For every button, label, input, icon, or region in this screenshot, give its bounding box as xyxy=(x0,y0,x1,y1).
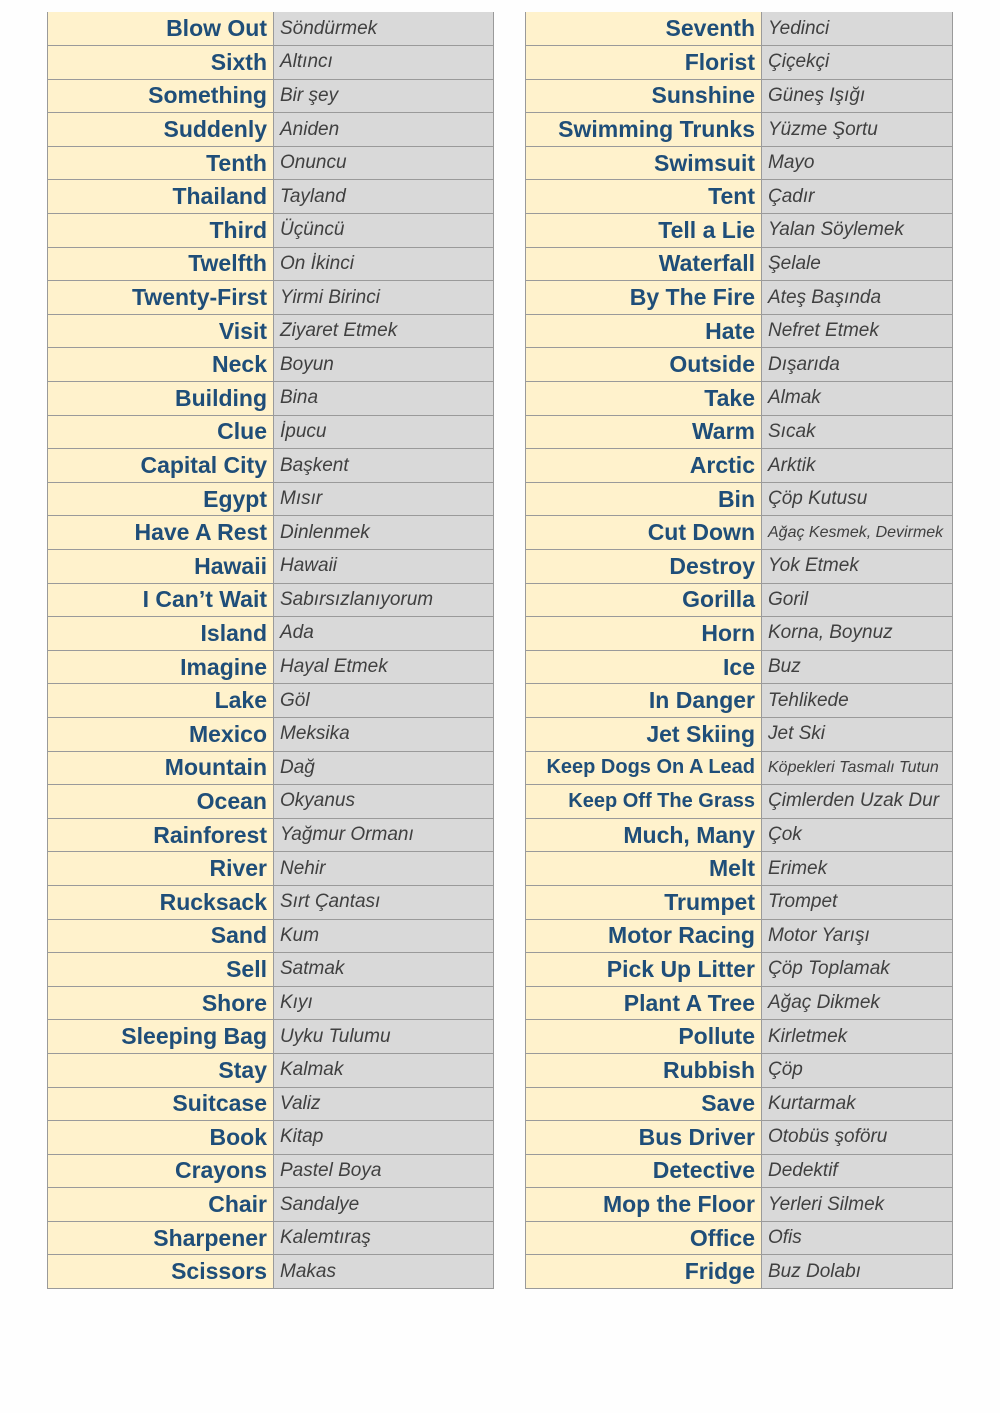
turkish-translation: Ateş Başında xyxy=(762,281,953,315)
turkish-translation: Çiçekçi xyxy=(762,46,953,80)
turkish-translation: Nehir xyxy=(274,852,494,886)
vocabulary-row xyxy=(526,449,953,483)
english-word: Keep Dogs On A Lead xyxy=(526,751,762,785)
vocabulary-row xyxy=(526,953,953,987)
english-word: Neck xyxy=(48,348,274,382)
vocabulary-row xyxy=(48,550,494,584)
english-word: Chair xyxy=(48,1188,274,1222)
english-word: Trumpet xyxy=(526,885,762,919)
vocabulary-row xyxy=(48,482,494,516)
vocabulary-row xyxy=(526,919,953,953)
english-word: Lake xyxy=(48,684,274,718)
english-word: Detective xyxy=(526,1154,762,1188)
english-word: Sell xyxy=(48,953,274,987)
vocabulary-row xyxy=(526,281,953,315)
turkish-translation: Motor Yarışı xyxy=(762,919,953,953)
turkish-translation: Erimek xyxy=(762,852,953,886)
vocabulary-row xyxy=(526,650,953,684)
vocabulary-row xyxy=(48,348,494,382)
vocabulary-row xyxy=(526,348,953,382)
vocabulary-row xyxy=(526,46,953,80)
english-word: Keep Off The Grass xyxy=(526,785,762,819)
english-word: Shore xyxy=(48,986,274,1020)
vocabulary-row xyxy=(48,180,494,214)
english-word: Jet Skiing xyxy=(526,717,762,751)
vocabulary-row xyxy=(48,1255,494,1289)
english-word: Scissors xyxy=(48,1255,274,1289)
turkish-translation: Trompet xyxy=(762,885,953,919)
english-word: Mexico xyxy=(48,717,274,751)
turkish-translation: Dışarıda xyxy=(762,348,953,382)
english-word: Stay xyxy=(48,1053,274,1087)
english-word: Hawaii xyxy=(48,550,274,584)
vocabulary-row xyxy=(526,247,953,281)
turkish-translation: Kum xyxy=(274,919,494,953)
turkish-translation: Dinlenmek xyxy=(274,516,494,550)
turkish-translation: Köpekleri Tasmalı Tutun xyxy=(762,751,953,785)
vocabulary-row xyxy=(526,1188,953,1222)
vocabulary-row xyxy=(48,583,494,617)
turkish-translation: Şelale xyxy=(762,247,953,281)
vocabulary-row xyxy=(526,1221,953,1255)
english-word: Island xyxy=(48,617,274,651)
english-word: In Danger xyxy=(526,684,762,718)
english-word: By The Fire xyxy=(526,281,762,315)
english-word: Arctic xyxy=(526,449,762,483)
english-word: Swimming Trunks xyxy=(526,113,762,147)
vocabulary-row xyxy=(48,1053,494,1087)
turkish-translation: Ağaç Kesmek, Devirmek xyxy=(762,516,953,550)
turkish-translation: Ağaç Dikmek xyxy=(762,986,953,1020)
english-word: Imagine xyxy=(48,650,274,684)
turkish-translation: Ofis xyxy=(762,1221,953,1255)
vocabulary-row xyxy=(526,214,953,248)
english-word: Swimsuit xyxy=(526,146,762,180)
english-word: Melt xyxy=(526,852,762,886)
turkish-translation: Kıyı xyxy=(274,986,494,1020)
english-word: Sleeping Bag xyxy=(48,1020,274,1054)
vocabulary-row xyxy=(48,751,494,785)
turkish-translation: Goril xyxy=(762,583,953,617)
turkish-translation: Meksika xyxy=(274,717,494,751)
turkish-translation: Başkent xyxy=(274,449,494,483)
vocabulary-row xyxy=(48,919,494,953)
turkish-translation: Çöp xyxy=(762,1053,953,1087)
vocabulary-row xyxy=(526,583,953,617)
turkish-translation: Valiz xyxy=(274,1087,494,1121)
turkish-translation: Yirmi Birinci xyxy=(274,281,494,315)
vocabulary-row xyxy=(48,650,494,684)
vocabulary-row xyxy=(48,684,494,718)
vocabulary-row xyxy=(526,1255,953,1289)
vocabulary-row xyxy=(48,885,494,919)
english-word: Pollute xyxy=(526,1020,762,1054)
vocabulary-row xyxy=(526,79,953,113)
turkish-translation: Okyanus xyxy=(274,785,494,819)
vocabulary-table-right-body xyxy=(526,12,953,1289)
turkish-translation: Dağ xyxy=(274,751,494,785)
vocabulary-row xyxy=(48,415,494,449)
vocabulary-row xyxy=(48,314,494,348)
vocabulary-row xyxy=(48,46,494,80)
turkish-translation: Ziyaret Etmek xyxy=(274,314,494,348)
english-word: Blow Out xyxy=(48,12,274,46)
vocabulary-row xyxy=(526,550,953,584)
english-word: Sunshine xyxy=(526,79,762,113)
turkish-translation: Çadır xyxy=(762,180,953,214)
turkish-translation: Sandalye xyxy=(274,1188,494,1222)
turkish-translation: Dedektif xyxy=(762,1154,953,1188)
english-word: Visit xyxy=(48,314,274,348)
turkish-translation: Sırt Çantası xyxy=(274,885,494,919)
english-word: Plant A Tree xyxy=(526,986,762,1020)
vocabulary-row xyxy=(526,717,953,751)
vocabulary-row xyxy=(526,382,953,416)
vocabulary-row xyxy=(48,79,494,113)
vocabulary-row xyxy=(526,113,953,147)
turkish-translation: Yedinci xyxy=(762,12,953,46)
turkish-translation: Buz xyxy=(762,650,953,684)
english-word: Suddenly xyxy=(48,113,274,147)
vocabulary-row xyxy=(48,113,494,147)
vocabulary-row xyxy=(526,1087,953,1121)
vocabulary-row xyxy=(48,247,494,281)
turkish-translation: Nefret Etmek xyxy=(762,314,953,348)
turkish-translation: Göl xyxy=(274,684,494,718)
vocabulary-row xyxy=(526,1020,953,1054)
turkish-translation: Kalmak xyxy=(274,1053,494,1087)
vocabulary-row xyxy=(48,516,494,550)
turkish-translation: Jet Ski xyxy=(762,717,953,751)
english-word: Twenty-First xyxy=(48,281,274,315)
english-word: Take xyxy=(526,382,762,416)
turkish-translation: On İkinci xyxy=(274,247,494,281)
english-word: Tell a Lie xyxy=(526,214,762,248)
turkish-translation: Ada xyxy=(274,617,494,651)
turkish-translation: Kirletmek xyxy=(762,1020,953,1054)
vocabulary-row xyxy=(48,852,494,886)
turkish-translation: Kitap xyxy=(274,1121,494,1155)
turkish-translation: Çok xyxy=(762,818,953,852)
vocabulary-row xyxy=(526,415,953,449)
turkish-translation: Çöp Kutusu xyxy=(762,482,953,516)
english-word: Outside xyxy=(526,348,762,382)
vocabulary-row xyxy=(526,751,953,785)
vocabulary-row xyxy=(526,617,953,651)
english-word: Book xyxy=(48,1121,274,1155)
turkish-translation: Tayland xyxy=(274,180,494,214)
turkish-translation: Kalemtıraş xyxy=(274,1221,494,1255)
vocabulary-row xyxy=(48,146,494,180)
vocabulary-row xyxy=(526,785,953,819)
turkish-translation: Uyku Tulumu xyxy=(274,1020,494,1054)
english-word: Cut Down xyxy=(526,516,762,550)
vocabulary-row xyxy=(526,852,953,886)
english-word: Hate xyxy=(526,314,762,348)
vocabulary-row xyxy=(48,281,494,315)
turkish-translation: Korna, Boynuz xyxy=(762,617,953,651)
vocabulary-row xyxy=(48,1221,494,1255)
vocabulary-row xyxy=(48,382,494,416)
vocabulary-row xyxy=(48,617,494,651)
turkish-translation: Kurtarmak xyxy=(762,1087,953,1121)
english-word: River xyxy=(48,852,274,886)
english-word: Destroy xyxy=(526,550,762,584)
turkish-translation: Hayal Etmek xyxy=(274,650,494,684)
english-word: Mop the Floor xyxy=(526,1188,762,1222)
turkish-translation: Üçüncü xyxy=(274,214,494,248)
english-word: Tent xyxy=(526,180,762,214)
turkish-translation: Mayo xyxy=(762,146,953,180)
vocabulary-row xyxy=(48,1020,494,1054)
vocabulary-row xyxy=(526,482,953,516)
vocabulary-row xyxy=(48,1087,494,1121)
vocabulary-table-left xyxy=(47,12,494,1289)
vocabulary-row xyxy=(526,314,953,348)
turkish-translation: Mısır xyxy=(274,482,494,516)
english-word: Save xyxy=(526,1087,762,1121)
english-word: Have A Rest xyxy=(48,516,274,550)
turkish-translation: Söndürmek xyxy=(274,12,494,46)
turkish-translation: Yüzme Şortu xyxy=(762,113,953,147)
turkish-translation: Altıncı xyxy=(274,46,494,80)
english-word: Twelfth xyxy=(48,247,274,281)
turkish-translation: Bina xyxy=(274,382,494,416)
turkish-translation: Almak xyxy=(762,382,953,416)
turkish-translation: Sıcak xyxy=(762,415,953,449)
turkish-translation: Yok Etmek xyxy=(762,550,953,584)
vocabulary-row xyxy=(48,785,494,819)
turkish-translation: Sabırsızlanıyorum xyxy=(274,583,494,617)
english-word: Sharpener xyxy=(48,1221,274,1255)
vocabulary-table-right xyxy=(525,12,953,1289)
vocabulary-row xyxy=(526,1121,953,1155)
turkish-translation: Boyun xyxy=(274,348,494,382)
english-word: Thailand xyxy=(48,180,274,214)
english-word: Fridge xyxy=(526,1255,762,1289)
english-word: Mountain xyxy=(48,751,274,785)
vocabulary-row xyxy=(526,12,953,46)
turkish-translation: Yalan Söylemek xyxy=(762,214,953,248)
english-word: Suitcase xyxy=(48,1087,274,1121)
turkish-translation: Makas xyxy=(274,1255,494,1289)
vocabulary-row xyxy=(526,1154,953,1188)
english-word: Egypt xyxy=(48,482,274,516)
turkish-translation: İpucu xyxy=(274,415,494,449)
english-word: Clue xyxy=(48,415,274,449)
turkish-translation: Bir şey xyxy=(274,79,494,113)
turkish-translation: Yağmur Ormanı xyxy=(274,818,494,852)
english-word: Third xyxy=(48,214,274,248)
english-word: Sand xyxy=(48,919,274,953)
vocabulary-row xyxy=(48,449,494,483)
vocabulary-row xyxy=(48,986,494,1020)
english-word: Ocean xyxy=(48,785,274,819)
english-word: Building xyxy=(48,382,274,416)
turkish-translation: Tehlikede xyxy=(762,684,953,718)
english-word: Pick Up Litter xyxy=(526,953,762,987)
vocabulary-row xyxy=(526,146,953,180)
english-word: Waterfall xyxy=(526,247,762,281)
turkish-translation: Hawaii xyxy=(274,550,494,584)
english-word: Bin xyxy=(526,482,762,516)
turkish-translation: Onuncu xyxy=(274,146,494,180)
vocabulary-row xyxy=(526,818,953,852)
english-word: Rucksack xyxy=(48,885,274,919)
english-word: Much, Many xyxy=(526,818,762,852)
english-word: Seventh xyxy=(526,12,762,46)
vocabulary-row xyxy=(526,885,953,919)
turkish-translation: Çöp Toplamak xyxy=(762,953,953,987)
english-word: Tenth xyxy=(48,146,274,180)
english-word: Capital City xyxy=(48,449,274,483)
vocabulary-row xyxy=(48,818,494,852)
english-word: Rainforest xyxy=(48,818,274,852)
english-word: Sixth xyxy=(48,46,274,80)
english-word: Gorilla xyxy=(526,583,762,617)
turkish-translation: Güneş Işığı xyxy=(762,79,953,113)
english-word: Office xyxy=(526,1221,762,1255)
english-word: Motor Racing xyxy=(526,919,762,953)
english-word: Crayons xyxy=(48,1154,274,1188)
english-word: Rubbish xyxy=(526,1053,762,1087)
english-word: Warm xyxy=(526,415,762,449)
turkish-translation: Buz Dolabı xyxy=(762,1255,953,1289)
turkish-translation: Satmak xyxy=(274,953,494,987)
english-word: I Can’t Wait xyxy=(48,583,274,617)
vocabulary-row xyxy=(526,684,953,718)
vocabulary-row xyxy=(48,717,494,751)
english-word: Horn xyxy=(526,617,762,651)
turkish-translation: Pastel Boya xyxy=(274,1154,494,1188)
vocabulary-row xyxy=(48,1121,494,1155)
turkish-translation: Yerleri Silmek xyxy=(762,1188,953,1222)
vocabulary-row xyxy=(526,986,953,1020)
vocabulary-table-left-body xyxy=(48,12,494,1289)
vocabulary-row xyxy=(526,180,953,214)
vocabulary-row xyxy=(48,953,494,987)
english-word: Something xyxy=(48,79,274,113)
vocabulary-row xyxy=(526,516,953,550)
vocabulary-row xyxy=(48,1154,494,1188)
vocabulary-row xyxy=(526,1053,953,1087)
english-word: Ice xyxy=(526,650,762,684)
vocabulary-row xyxy=(48,1188,494,1222)
english-word: Florist xyxy=(526,46,762,80)
turkish-translation: Arktik xyxy=(762,449,953,483)
turkish-translation: Aniden xyxy=(274,113,494,147)
turkish-translation: Çimlerden Uzak Dur xyxy=(762,785,953,819)
turkish-translation: Otobüs şoföru xyxy=(762,1121,953,1155)
vocabulary-row xyxy=(48,214,494,248)
english-word: Bus Driver xyxy=(526,1121,762,1155)
vocabulary-row xyxy=(48,12,494,46)
